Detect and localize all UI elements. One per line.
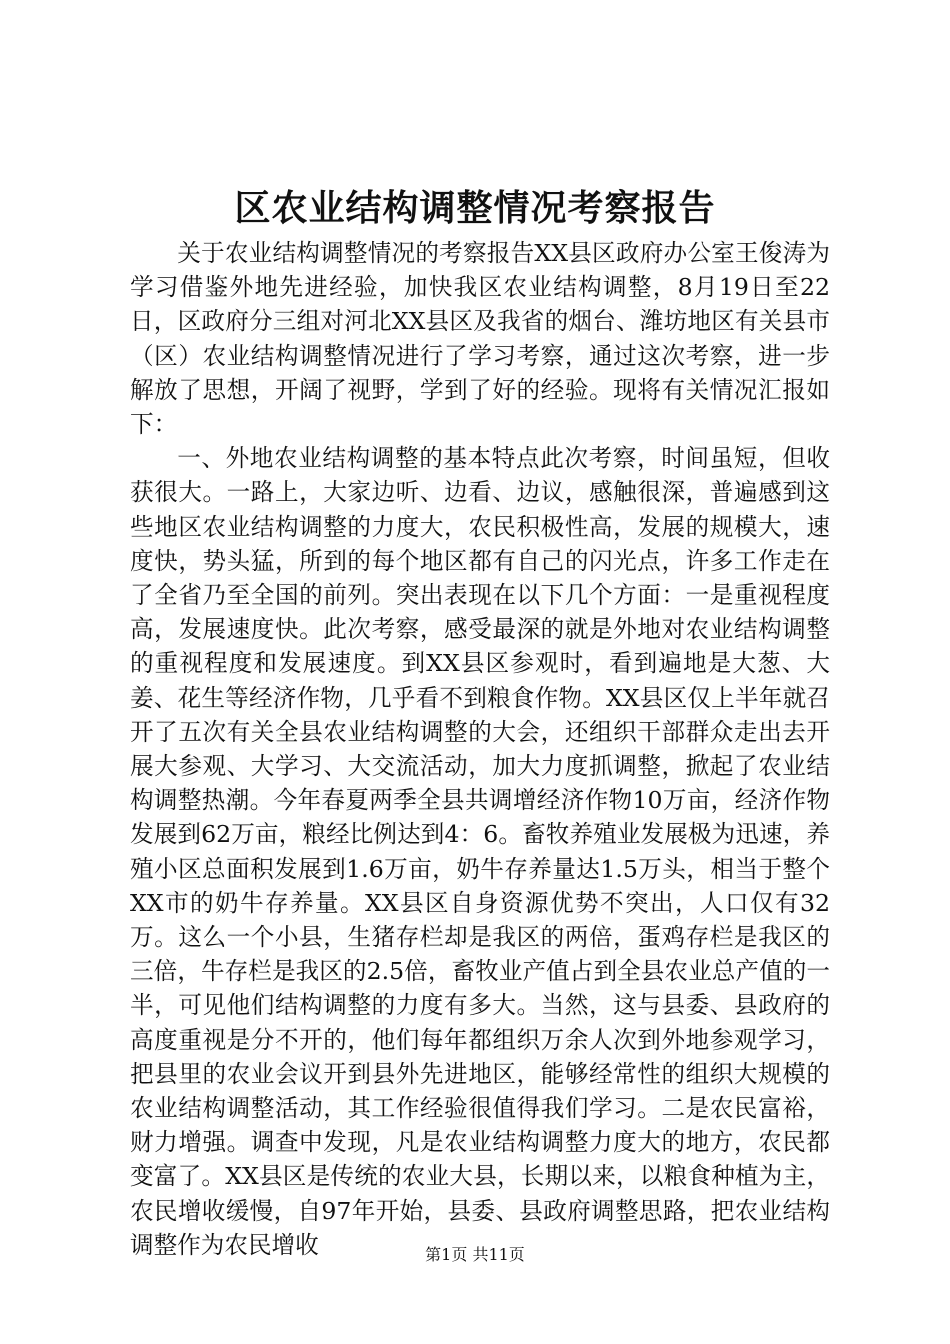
paragraph-section-one: 一、外地农业结构调整的基本特点此次考察，时间虽短，但收获很大。一路上，大家边听、边看、边议，感触很深，普遍感到这些地区农业结构调整的力度大，农民积极性高，发展的规模大，速度快，势头猛，所到的每个地区都有自己的闪光点，许多工作走在了全省乃至全国的前列。突出表现在以下几个方面：一是重视程度高，发展速度快。此次考察，感受最深的就是外地对农业结构调整的重视程度和发展速度。到XX县区参观时，看到遍地是大葱、大姜、花生等经济作物，几乎看不到粮食作物。XX县区仅上半年就召开了五次有关全县农业结构调整的大会，还组织干部群众走出去开展大参观、大学习、大交流活动，加大力度抓调整，掀起了农业结构调整热潮。今年春夏两季全县共调增经济作物10万亩，经济作物发展到62万亩，粮经比例达到4：6。畜牧养殖业发展极为迅速，养殖小区总面积发展到1.6万亩，奶牛存养量达1.5万头，相当于整个XX市的奶牛存养量。XX县区自身资源优势不突出，人口仅有32万。这么一个小县，生猪存栏却是我区的两倍，蛋鸡存栏是我区的三倍，牛存栏是我区的2.5倍，畜牧业产值占到全县农业总产值的一半，可见他们结构调整的力度有多大。当然，这与县委、县政府的高度重视是分不开的，他们每年都组织万余人次到外地参观学习，把县里的农业会议开到县外先进地区，能够经常性的组织大规模的农业结构调整活动，其工作经验很值得我们学习。二是农民富裕，财力增强。调查中发现，凡是农业结构调整力度大的地方，农民都变富了。XX县区是传统的农业大县，长期以来，以粮食种植为主，农民增收缓慢，自97年开始，县委、县政府调整思路，把农业结构调整作为农民增收 — [130, 444, 830, 1259]
document-title: 区农业结构调整情况考察报告 — [234, 187, 716, 229]
page-number-footer: 第1页 共11页 — [425, 1245, 525, 1264]
document-body — [130, 236, 830, 1262]
paragraph-intro: 关于农业结构调整情况的考察报告XX县区政府办公室王俊涛为学习借鉴外地先进经验，加快我区农业结构调整，8月19日至22日，区政府分三组对河北XX县区及我省的烟台、潍坊地区有关县市（区）农业结构调整情况进行了学习考察，通过这次考察，进一步解放了思想，开阔了视野，学到了好的经验。现将有关情况汇报如下： — [130, 239, 830, 439]
